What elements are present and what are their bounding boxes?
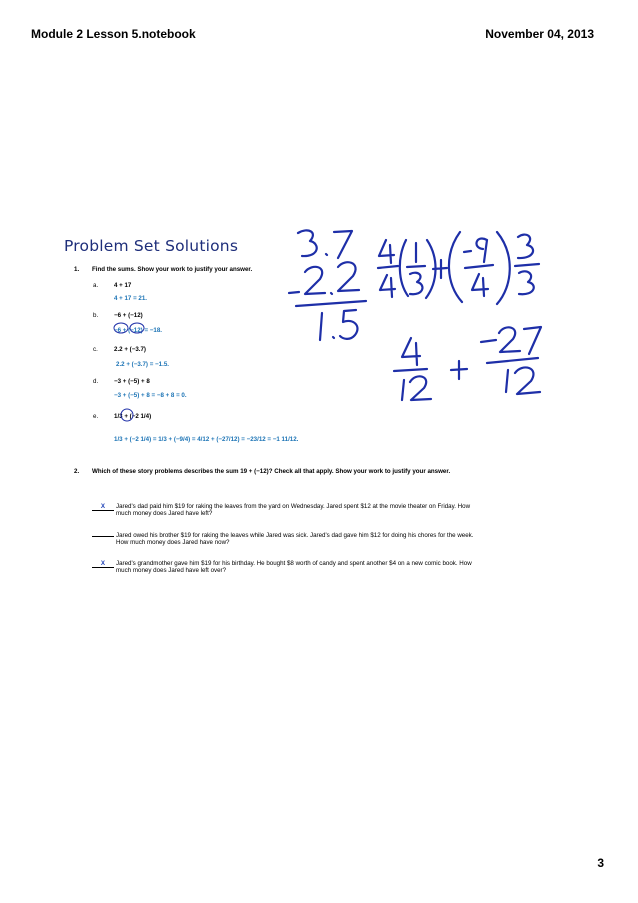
q2-option-3-text: Jared's grandmother gave him $19 for his birthday. He bought $8 worth of candy and spent another $4 on a new comic book. How much money does Jared have left over? bbox=[116, 560, 472, 575]
q2-prompt: Which of these story problems describes the sum 19 + (−12)? Check all that apply. Show your work to justify your answer. bbox=[92, 468, 451, 475]
q1b-expr: −6 + (−12) bbox=[114, 312, 143, 319]
handwritten-work-fractions bbox=[378, 232, 541, 400]
handwritten-circle-mark-2 bbox=[130, 323, 144, 333]
hw-3-top bbox=[518, 235, 533, 258]
q1d-letter: d. bbox=[93, 378, 99, 385]
hw-digit-3 bbox=[298, 230, 317, 256]
hw-frac-bar-5 bbox=[394, 369, 427, 371]
hw-3 bbox=[410, 273, 422, 295]
hw-minus-3 bbox=[481, 340, 496, 342]
hw-1-denominator bbox=[402, 380, 404, 400]
hw-frac-bar-6 bbox=[487, 358, 538, 363]
hw-digit-2 bbox=[305, 267, 325, 294]
q1-prompt: Find the sums. Show your work to justify your answer. bbox=[92, 266, 253, 273]
hw-frac-bar-3 bbox=[465, 265, 493, 268]
notebook-date: November 04, 2013 bbox=[485, 27, 594, 41]
hw-frac-bar-4 bbox=[515, 264, 539, 266]
notebook-title: Module 2 Lesson 5.notebook bbox=[31, 27, 196, 41]
hw-4-top bbox=[379, 240, 394, 263]
hw-decimal bbox=[326, 254, 327, 255]
hw-paren-close-2 bbox=[497, 232, 510, 304]
hw-digit-2b bbox=[338, 262, 359, 291]
hw-4-bottom bbox=[380, 275, 395, 297]
hw-2-denominator-2 bbox=[515, 367, 540, 394]
q2-option-3-mark: X bbox=[92, 560, 114, 568]
hw-4 bbox=[472, 274, 488, 296]
handwritten-work-subtraction bbox=[289, 230, 366, 340]
q1b-answer: −6 + (−12) = −18. bbox=[114, 327, 162, 334]
q1c-answer: 2.2 + (−3.7) = −1.5. bbox=[116, 361, 169, 368]
q1a-answer: 4 + 17 = 21. bbox=[114, 295, 148, 302]
q1e-answer: 1/3 + (−2 1/4) = 1/3 + (−9/4) = 4/12 + (−27/12) = −23/12 = −1 11/12. bbox=[114, 436, 299, 443]
hw-1-denominator-2 bbox=[506, 370, 508, 392]
hw-decimal-2 bbox=[331, 293, 332, 294]
q1a-expr: 4 + 17 bbox=[114, 282, 132, 289]
hw-9 bbox=[476, 239, 487, 262]
hw-digit-7 bbox=[334, 231, 352, 258]
q1c-expr: 2.2 + (−3.7) bbox=[114, 346, 146, 353]
hw-2-numerator bbox=[499, 327, 520, 352]
q1d-expr: −3 + (−5) + 8 bbox=[114, 378, 150, 385]
q2-number: 2. bbox=[74, 468, 80, 475]
q1-number: 1. bbox=[74, 266, 80, 273]
handwritten-circle-mark bbox=[114, 323, 128, 333]
hw-paren-open-2 bbox=[449, 232, 462, 302]
hw-4-numerator bbox=[402, 338, 420, 365]
hw-frac-bar bbox=[378, 266, 398, 268]
q1d-answer: −3 + (−5) + 8 = −8 + 8 = 0. bbox=[114, 392, 187, 399]
hw-line bbox=[296, 301, 366, 306]
q1c-letter: c. bbox=[93, 346, 98, 353]
hw-digit-1 bbox=[320, 313, 322, 340]
handwritten-circle-mark-3 bbox=[121, 409, 133, 421]
hw-minus-2 bbox=[464, 251, 471, 252]
hw-minus bbox=[289, 292, 299, 293]
hw-3-bottom bbox=[519, 271, 534, 294]
page-number: 3 bbox=[597, 856, 604, 870]
hw-plus-2 bbox=[451, 361, 467, 379]
q1a-letter: a. bbox=[93, 282, 99, 289]
q2-option-2-text: Jared owed his brother $19 for raking the leaves while Jared was sick. Jared's dad gave him $12 for doing his chores for the week. How much money does Jared have now? bbox=[116, 532, 474, 547]
hw-digit-5 bbox=[340, 310, 357, 339]
q1e-expr: 1/3 + (−2 1/4) bbox=[114, 413, 152, 420]
slide-title: Problem Set Solutions bbox=[64, 237, 239, 255]
hw-7-numerator bbox=[524, 327, 541, 354]
hw-decimal-3 bbox=[333, 337, 334, 338]
q1b-letter: b. bbox=[93, 312, 99, 319]
hw-2-denominator bbox=[410, 376, 431, 400]
q2-option-1-mark: X bbox=[92, 503, 114, 511]
q2-option-1-text: Jared's dad paid him $19 for raking the leaves from the yard on Wednesday. Jared spent $12 at the movie theater on Friday. How much money does Jared have left? bbox=[116, 503, 471, 518]
hw-frac-bar-2 bbox=[407, 266, 425, 267]
q1e-letter: e. bbox=[93, 413, 99, 420]
